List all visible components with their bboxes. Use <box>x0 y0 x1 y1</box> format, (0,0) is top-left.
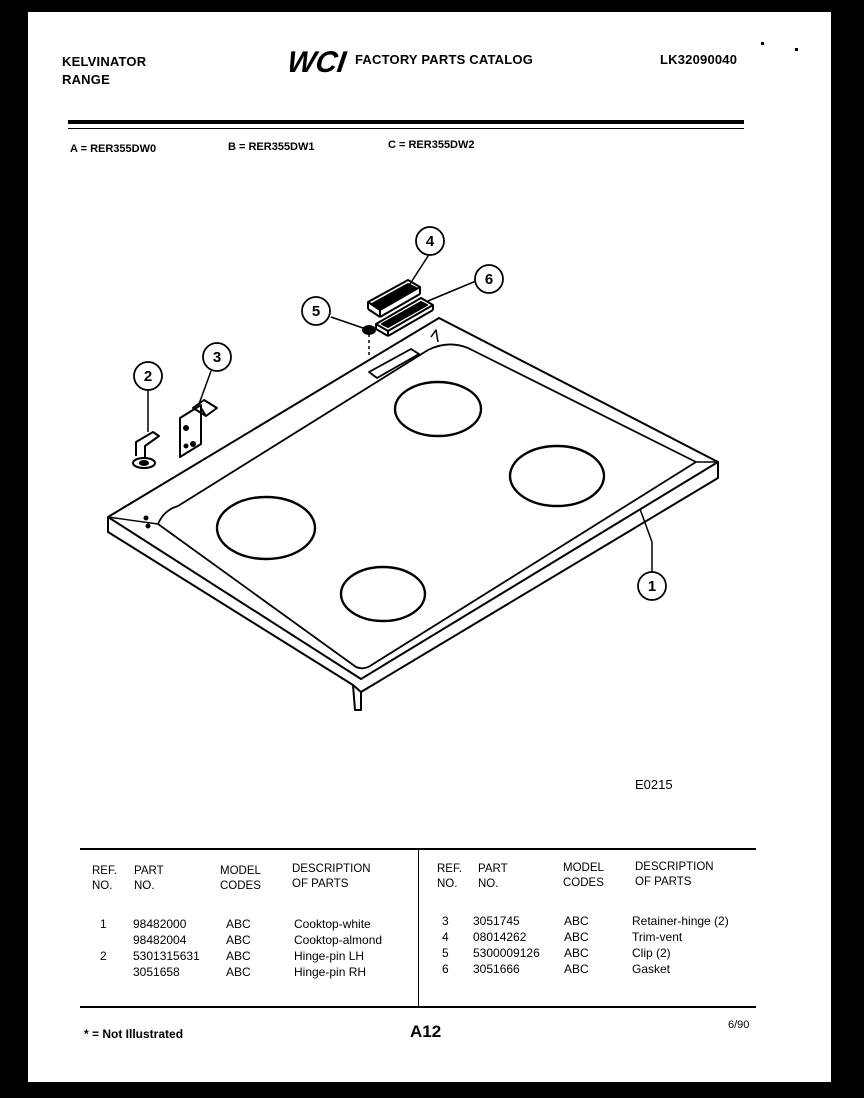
page-number: A12 <box>410 1022 442 1041</box>
catalog-title: FACTORY PARTS CATALOG <box>355 52 534 67</box>
callout-1-label: 1 <box>647 578 657 595</box>
table-bottom-rule <box>80 1006 756 1008</box>
callout-3 <box>203 343 231 371</box>
callout-3-label: 3 <box>212 349 222 366</box>
callout-6-label: 6 <box>484 271 494 288</box>
revision-date: 6/90 <box>728 1019 750 1031</box>
callout-2 <box>134 362 162 390</box>
callout-6 <box>475 265 503 293</box>
catalog-page: KELVINATOR RANGE WCI FACTORY PARTS CATALOG LK32090040 A = RER355DW0 B = RER355DW1 C = RER355DW2 1 2 3 4 5 6 E0215 REF. NO. PART NO. MODEL CODES DESCRIPTION OF PARTS REF. NO. PART NO. MODEL CODES DESCRIPTION OF PARTS 1 98482000 ABC Cooktop-white 98482004 ABC Cooktop-almond 2 5301315631 ABC Hinge-pin LH 3051658 ABC Hinge-pin RH 3 3051745 ABC Retainer-hinge (2) 4 08014262 ABC Trim-vent 5 5300009126 ABC Clip (2) 6 3051666 ABC Gasket * = Not Illustrated A12 6/90 <box>28 12 831 1082</box>
cooktop-outline <box>108 318 718 679</box>
header-desc-left: DESCRIPTION OF PARTS <box>292 863 371 890</box>
figure-code: E0215 <box>635 777 673 792</box>
callout-4-label: 4 <box>425 233 435 250</box>
logo-text: WCI <box>290 46 348 76</box>
product-type: RANGE <box>62 72 110 87</box>
parts-diagram <box>28 12 831 812</box>
callout-5-label: 5 <box>311 303 321 320</box>
model-b: B = RER355DW1 <box>228 141 315 153</box>
header-model-right: MODEL CODES <box>563 862 604 889</box>
model-c: C = RER355DW2 <box>388 139 475 151</box>
callout-2-label: 2 <box>143 368 153 385</box>
catalog-number: LK32090040 <box>660 52 738 67</box>
clip-part <box>363 326 375 358</box>
model-a: A = RER355DW0 <box>70 143 157 155</box>
hinge-pin-part <box>133 432 159 468</box>
footnote: * = Not Illustrated <box>84 1027 184 1041</box>
brand-name: KELVINATOR <box>62 54 147 69</box>
header-ref-right: REF. NO. <box>437 863 462 890</box>
retainer-hinge-part <box>180 400 217 457</box>
header-model-left: MODEL CODES <box>220 865 261 892</box>
header-part-right: PART NO. <box>478 863 508 890</box>
callout-1 <box>638 572 666 600</box>
table-divider <box>418 850 419 1006</box>
header-ref-left: REF. NO. <box>92 865 117 892</box>
callout-5 <box>302 297 330 325</box>
header-part-left: PART NO. <box>134 865 164 892</box>
callout-4 <box>416 227 444 255</box>
header-desc-right: DESCRIPTION OF PARTS <box>635 861 714 888</box>
